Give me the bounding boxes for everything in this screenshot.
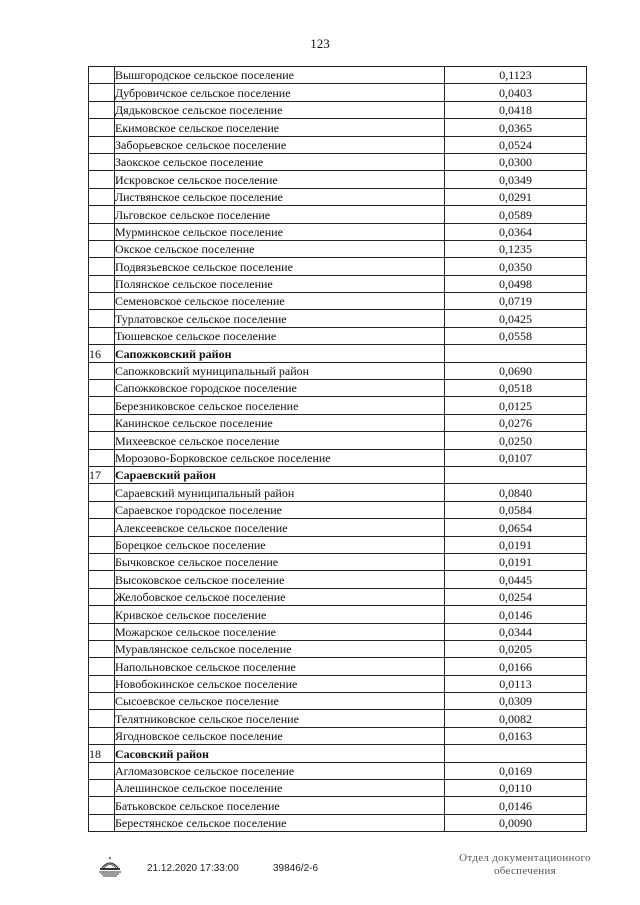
row-number <box>89 588 115 605</box>
row-number <box>89 710 115 727</box>
row-name: Канинское сельское поселение <box>115 414 445 431</box>
table-row <box>89 675 587 692</box>
row-number <box>89 293 115 310</box>
row-name: Искровское сельское поселение <box>115 171 445 188</box>
row-number <box>89 762 115 779</box>
row-name: Алексеевское сельское поселение <box>115 519 445 536</box>
row-value: 0,0146 <box>445 797 587 814</box>
row-number <box>89 310 115 327</box>
row-value: 0,0250 <box>445 432 587 449</box>
row-number <box>89 101 115 118</box>
row-value: 0,0350 <box>445 258 587 275</box>
row-value: 0,0445 <box>445 571 587 588</box>
row-value <box>445 745 587 762</box>
row-number <box>89 536 115 553</box>
row-number: 16 <box>89 345 115 362</box>
table-row <box>89 727 587 744</box>
row-number <box>89 780 115 797</box>
row-name: Екимовское сельское поселение <box>115 119 445 136</box>
row-value: 0,0418 <box>445 101 587 118</box>
row-value: 0,0309 <box>445 693 587 710</box>
row-number <box>89 206 115 223</box>
row-number <box>89 119 115 136</box>
table-row <box>89 588 587 605</box>
row-name: Полянское сельское поселение <box>115 275 445 292</box>
table-row <box>89 414 587 431</box>
table-row <box>89 240 587 257</box>
stamp-line-2: обеспечения <box>493 865 557 877</box>
row-number <box>89 136 115 153</box>
table-row <box>89 67 587 84</box>
row-name: Подвязьевское сельское поселение <box>115 258 445 275</box>
row-name: Тюшевское сельское поселение <box>115 327 445 344</box>
footer-datetime: 21.12.2020 17:33:00 <box>147 863 239 874</box>
row-value: 0,0425 <box>445 310 587 327</box>
table-row <box>89 658 587 675</box>
row-number: 18 <box>89 745 115 762</box>
row-number <box>89 658 115 675</box>
table-row <box>89 258 587 275</box>
row-value: 0,0365 <box>445 119 587 136</box>
row-value: 0,0205 <box>445 640 587 657</box>
row-name: Сараевский район <box>115 466 445 483</box>
row-number <box>89 258 115 275</box>
row-name: Семеновское сельское поселение <box>115 293 445 310</box>
row-name: Мурминское сельское поселение <box>115 223 445 240</box>
row-value <box>445 466 587 483</box>
row-number: 17 <box>89 466 115 483</box>
row-name: Сапожковское городское поселение <box>115 380 445 397</box>
row-number <box>89 84 115 101</box>
row-value: 0,0300 <box>445 153 587 170</box>
table-row <box>89 136 587 153</box>
row-value: 0,0349 <box>445 171 587 188</box>
row-value: 0,0276 <box>445 414 587 431</box>
table-row <box>89 362 587 379</box>
row-value: 0,0840 <box>445 484 587 501</box>
row-value: 0,0584 <box>445 501 587 518</box>
district-row <box>89 466 587 483</box>
table-row <box>89 101 587 118</box>
table-row <box>89 814 587 831</box>
row-value: 0,0403 <box>445 84 587 101</box>
row-value: 0,1123 <box>445 67 587 84</box>
row-value: 0,0254 <box>445 588 587 605</box>
row-name: Заборьевское сельское поселение <box>115 136 445 153</box>
coefficients-table <box>88 66 587 832</box>
row-value: 0,0344 <box>445 623 587 640</box>
table-body <box>89 67 587 832</box>
row-name: Сапожковский район <box>115 345 445 362</box>
table-row <box>89 153 587 170</box>
table-row <box>89 501 587 518</box>
row-value: 0,0364 <box>445 223 587 240</box>
row-value: 0,0146 <box>445 606 587 623</box>
row-name: Кривское сельское поселение <box>115 606 445 623</box>
row-number <box>89 327 115 344</box>
table-row <box>89 223 587 240</box>
table-row <box>89 206 587 223</box>
row-value: 0,0690 <box>445 362 587 379</box>
table-row <box>89 171 587 188</box>
table-row <box>89 293 587 310</box>
row-name: Сараевский муниципальный район <box>115 484 445 501</box>
row-value: 0,0107 <box>445 449 587 466</box>
row-name: Дядьковское сельское поселение <box>115 101 445 118</box>
table-row <box>89 623 587 640</box>
table-row <box>89 693 587 710</box>
row-value: 0,0191 <box>445 553 587 570</box>
row-name: Вышгородское сельское поселение <box>115 67 445 84</box>
row-name: Сапожковский муниципальный район <box>115 362 445 379</box>
table-row <box>89 327 587 344</box>
row-number <box>89 275 115 292</box>
row-number <box>89 484 115 501</box>
row-value: 0,0169 <box>445 762 587 779</box>
row-name: Окское сельское поселение <box>115 240 445 257</box>
stamp-line-1: Отдел документационного <box>459 852 591 864</box>
row-value: 0,0524 <box>445 136 587 153</box>
footer <box>0 848 640 888</box>
row-value: 0,0654 <box>445 519 587 536</box>
row-number <box>89 727 115 744</box>
row-number <box>89 223 115 240</box>
table-row <box>89 519 587 536</box>
row-name: Алешинское сельское поселение <box>115 780 445 797</box>
row-number <box>89 501 115 518</box>
row-name: Телятниковское сельское поселение <box>115 710 445 727</box>
table-row <box>89 553 587 570</box>
row-number <box>89 675 115 692</box>
row-number <box>89 380 115 397</box>
row-value: 0,1235 <box>445 240 587 257</box>
row-name: Желобовское сельское поселение <box>115 588 445 605</box>
table-row <box>89 397 587 414</box>
row-value <box>445 345 587 362</box>
row-number <box>89 414 115 431</box>
row-name: Борецкое сельское поселение <box>115 536 445 553</box>
row-number <box>89 623 115 640</box>
row-name: Березниковское сельское поселение <box>115 397 445 414</box>
row-name: Можарское сельское поселение <box>115 623 445 640</box>
row-name: Михеевское сельское поселение <box>115 432 445 449</box>
row-number <box>89 640 115 657</box>
row-name: Сараевское городское поселение <box>115 501 445 518</box>
table-row <box>89 432 587 449</box>
row-name: Муравлянское сельское поселение <box>115 640 445 657</box>
district-row <box>89 345 587 362</box>
row-number <box>89 171 115 188</box>
row-name: Бычковское сельское поселение <box>115 553 445 570</box>
table-row <box>89 797 587 814</box>
table-row <box>89 640 587 657</box>
row-name: Морозово-Борковское сельское поселение <box>115 449 445 466</box>
row-name: Льговское сельское поселение <box>115 206 445 223</box>
row-value: 0,0110 <box>445 780 587 797</box>
row-number <box>89 693 115 710</box>
row-number <box>89 814 115 831</box>
table-row <box>89 84 587 101</box>
row-value: 0,0518 <box>445 380 587 397</box>
row-number <box>89 153 115 170</box>
row-name: Напольновское сельское поселение <box>115 658 445 675</box>
row-number <box>89 519 115 536</box>
row-value: 0,0090 <box>445 814 587 831</box>
row-value: 0,0589 <box>445 206 587 223</box>
row-value: 0,0191 <box>445 536 587 553</box>
table-row <box>89 484 587 501</box>
row-number <box>89 188 115 205</box>
row-name: Дубровичское сельское поселение <box>115 84 445 101</box>
row-value: 0,0291 <box>445 188 587 205</box>
row-value: 0,0082 <box>445 710 587 727</box>
row-name: Сысоевское сельское поселение <box>115 693 445 710</box>
district-row <box>89 745 587 762</box>
table-row <box>89 119 587 136</box>
row-value: 0,0163 <box>445 727 587 744</box>
row-value: 0,0113 <box>445 675 587 692</box>
table-row <box>89 606 587 623</box>
table-row <box>89 710 587 727</box>
table-row <box>89 310 587 327</box>
row-number <box>89 362 115 379</box>
row-name: Новобокинское сельское поселение <box>115 675 445 692</box>
row-number <box>89 606 115 623</box>
row-name: Ягодновское сельское поселение <box>115 727 445 744</box>
row-number <box>89 449 115 466</box>
table-row <box>89 780 587 797</box>
row-number <box>89 432 115 449</box>
row-value: 0,0558 <box>445 327 587 344</box>
row-number <box>89 571 115 588</box>
row-name: Листвянское сельское поселение <box>115 188 445 205</box>
table-row <box>89 380 587 397</box>
emblem-icon <box>96 854 124 880</box>
table-row <box>89 188 587 205</box>
row-value: 0,0125 <box>445 397 587 414</box>
table-row <box>89 571 587 588</box>
footer-doc-number: 39846/2-6 <box>273 863 319 874</box>
row-number <box>89 553 115 570</box>
row-number <box>89 240 115 257</box>
row-number <box>89 397 115 414</box>
table-row <box>89 449 587 466</box>
row-value: 0,0498 <box>445 275 587 292</box>
row-number <box>89 67 115 84</box>
row-name: Батьковское сельское поселение <box>115 797 445 814</box>
row-name: Заокское сельское поселение <box>115 153 445 170</box>
table-row <box>89 762 587 779</box>
department-stamp <box>450 852 600 878</box>
row-name: Агломазовское сельское поселение <box>115 762 445 779</box>
row-name: Сасовский район <box>115 745 445 762</box>
row-value: 0,0166 <box>445 658 587 675</box>
row-name: Турлатовское сельское поселение <box>115 310 445 327</box>
table-row <box>89 275 587 292</box>
row-value: 0,0719 <box>445 293 587 310</box>
page-number: 123 <box>310 36 330 51</box>
row-name: Высоковское сельское поселение <box>115 571 445 588</box>
row-name: Берестянское сельское поселение <box>115 814 445 831</box>
table-row <box>89 536 587 553</box>
row-number <box>89 797 115 814</box>
